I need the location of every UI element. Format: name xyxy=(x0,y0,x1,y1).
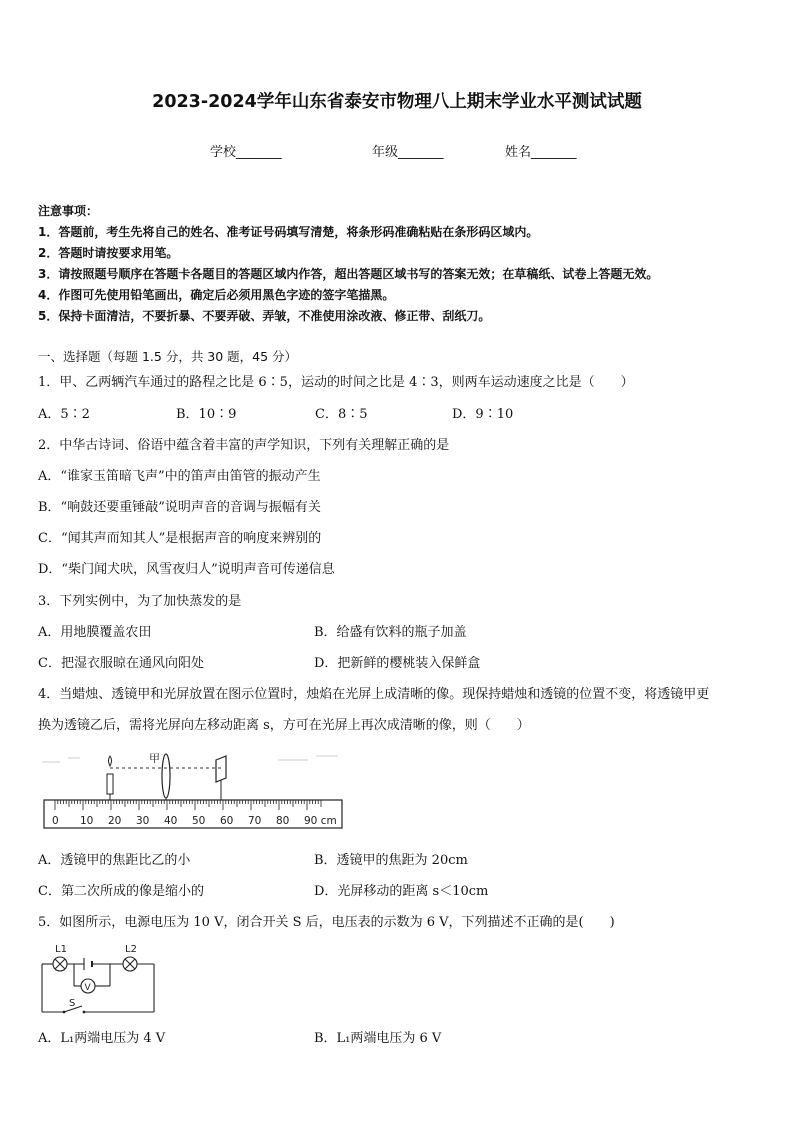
q2-option-d: D．“柴门闻犬吠，风雪夜归人”说明声音可传递信息 xyxy=(38,562,335,577)
school-field: 学校_______ xyxy=(210,145,282,160)
q3-option-c: C．把湿衣服晾在通风向阳处 xyxy=(38,656,204,671)
ruler-label: 40 xyxy=(164,815,178,827)
q5-option-a: A．L₁两端电压为 4 V xyxy=(38,1031,166,1046)
q1-option-a: A．5∶2 xyxy=(38,407,90,422)
question-4-stem-line1: 4．当蜡烛、透镜甲和光屏放置在图示位置时，烛焰在光屏上成清晰的像。现保持蜡烛和透镜的位置不变，将透镜甲更 xyxy=(38,687,710,702)
lamp-l1-label: L1 xyxy=(55,944,67,955)
q2-option-c: C．“闻其声而知其人”是根据声音的响度来辨别的 xyxy=(38,531,322,546)
q2-option-a: A．“谁家玉笛暗飞声”中的笛声由笛管的振动产生 xyxy=(38,469,321,484)
ruler-label: 60 xyxy=(220,815,234,827)
candle xyxy=(107,756,113,800)
notes-heading: 注意事项： xyxy=(38,204,99,218)
grade-field: 年级_______ xyxy=(372,145,444,160)
q5-option-b: B．L₁两端电压为 6 V xyxy=(314,1031,442,1046)
circuit-figure xyxy=(36,940,160,1016)
q2-option-b: B．“响鼓还要重锤敲”说明声音的音调与振幅有关 xyxy=(38,500,321,515)
lens-label: 甲 xyxy=(149,752,160,765)
question-4-stem-line2: 换为透镜乙后，需将光屏向左移动距离 s，方可在光屏上再次成清晰的像，则（ ） xyxy=(38,718,530,733)
note-item: 1．答题前，考生先将自己的姓名、准考证号码填写清楚，将条形码准确粘贴在条形码区域内。 xyxy=(38,225,539,239)
note-item: 5．保持卡面清洁，不要折暴、不要弄破、弄皱，不准使用涂改液、修正带、刮纸刀。 xyxy=(38,309,491,323)
q4-option-c: C．第二次所成的像是缩小的 xyxy=(38,884,204,899)
q3-option-b: B．给盛有饮料的瓶子加盖 xyxy=(314,625,467,640)
switch-label: S xyxy=(69,998,76,1009)
ruler-label: 30 xyxy=(136,815,150,827)
note-item: 4．作图可先使用铅笔画出，确定后必须用黑色字迹的签字笔描黑。 xyxy=(38,288,395,302)
lamp-l1 xyxy=(53,957,67,971)
question-2-stem: 2．中华古诗词、俗语中蕴含着丰富的声学知识，下列有关理解正确的是 xyxy=(38,438,450,453)
question-1-stem: 1．甲、乙两辆汽车通过的路程之比是 6∶5，运动的时间之比是 4∶3，则两车运动速度之比是（ ） xyxy=(38,375,634,390)
ruler-label: 20 xyxy=(108,815,122,827)
optical-bench-figure xyxy=(38,748,348,836)
ruler-label: 90 cm xyxy=(304,815,337,827)
q3-option-a: A．用地膜覆盖农田 xyxy=(38,625,152,640)
q1-option-c: C．8∶5 xyxy=(315,407,368,422)
q3-option-d: D．把新鲜的樱桃装入保鲜盒 xyxy=(314,656,481,671)
q4-option-b: B．透镜甲的焦距为 20cm xyxy=(314,853,468,868)
ruler-label: 10 xyxy=(80,815,94,827)
ruler-label: 50 xyxy=(192,815,206,827)
q4-option-d: D．光屏移动的距离 s＜10cm xyxy=(314,884,489,899)
name-field: 姓名_______ xyxy=(505,145,577,160)
note-item: 3．请按照题号顺序在答题卡各题目的答题区域内作答，超出答题区域书写的答案无效；在草稿纸、试卷上答题无效。 xyxy=(38,267,659,281)
ruler-label: 0 xyxy=(52,815,59,827)
page-title: 2023-2024学年山东省泰安市物理八上期末学业水平测试试题 xyxy=(152,92,642,112)
question-3-stem: 3．下列实例中，为了加快蒸发的是 xyxy=(38,594,242,609)
lens xyxy=(162,754,170,800)
ruler-label: 80 xyxy=(276,815,290,827)
q1-option-b: B．10∶9 xyxy=(176,407,237,422)
question-5-stem: 5．如图所示，电源电压为 10 V，闭合开关 S 后，电压表的示数为 6 V，下列描述不正确的是( ) xyxy=(38,915,615,930)
ruler-label: 70 xyxy=(248,815,262,827)
screen xyxy=(216,756,226,800)
note-item: 2．答题时请按要求用笔。 xyxy=(38,246,179,260)
q1-option-d: D．9∶10 xyxy=(452,407,514,422)
lamp-l2-label: L2 xyxy=(125,944,137,955)
section-heading: 一、选择题（每题 1.5 分，共 30 题，45 分） xyxy=(38,349,298,364)
voltmeter-label: V xyxy=(84,983,91,993)
q4-option-a: A．透镜甲的焦距比乙的小 xyxy=(38,853,191,868)
lamp-l2 xyxy=(123,957,137,971)
